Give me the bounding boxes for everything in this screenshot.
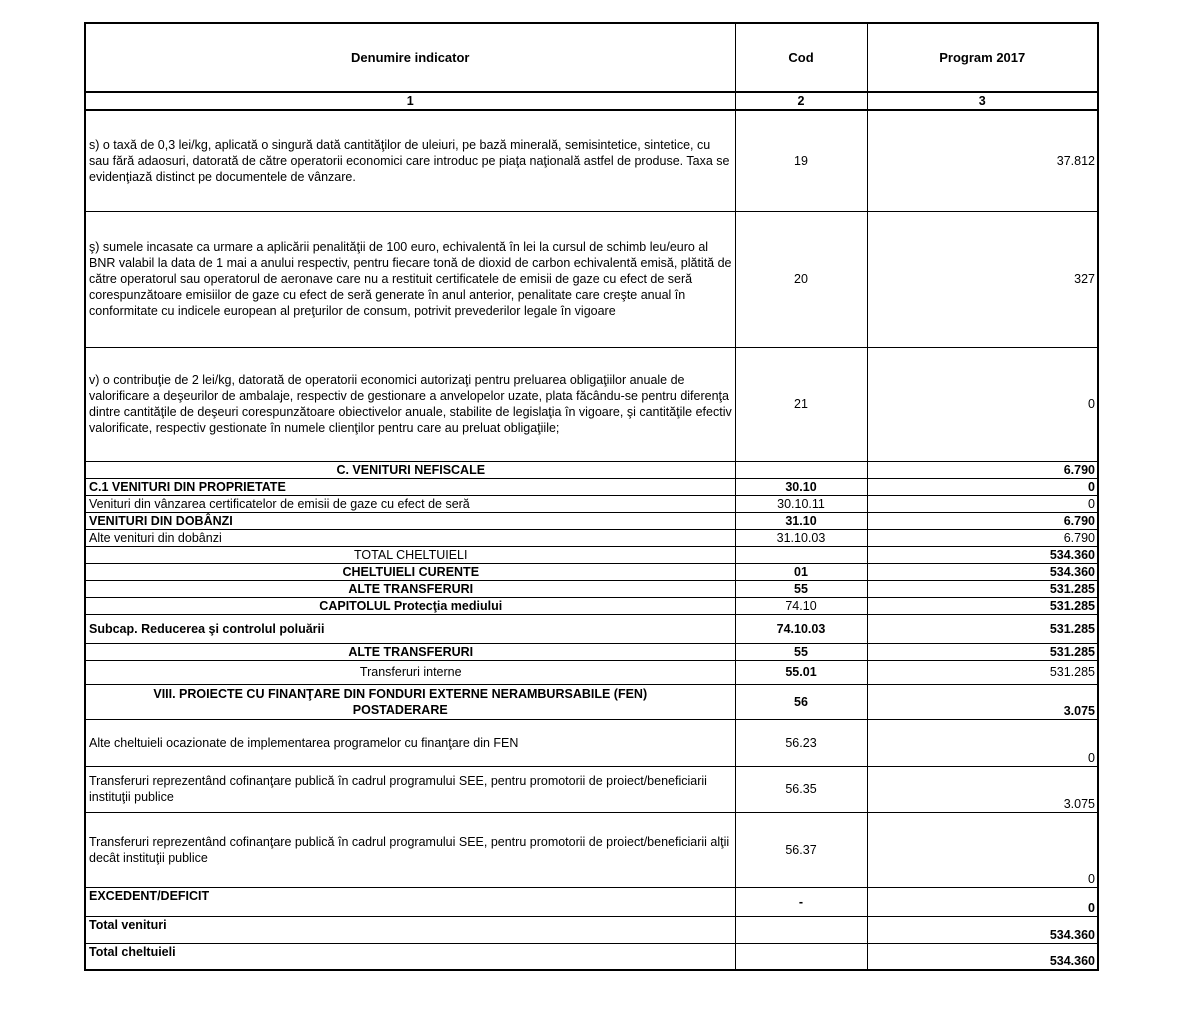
row-denumire: Subcap. Reducerea şi controlul poluării — [85, 614, 735, 643]
table-row — [85, 580, 1098, 597]
row-denumire: VENITURI DIN DOBÂNZI — [85, 512, 735, 529]
row-cod: 31.10.03 — [735, 529, 867, 546]
row-cod — [735, 943, 867, 970]
row-valoare: 3.075 — [867, 684, 1098, 719]
row-cod — [735, 916, 867, 943]
row-denumire: Alte cheltuieli ocazionate de implementarea programelor cu finanţare din FEN — [85, 719, 735, 766]
row-valoare: 531.285 — [867, 580, 1098, 597]
row-denumire: ş) sumele incasate ca urmare a aplicării penalităţii de 100 euro, echivalentă în lei la cursul de schimb leu/euro al BNR valabil la data de 1 mai a anului respectiv, pentru fiecare tonă de dioxid de carbon echivalentă emisă, plătită de către operatorul sau operatorul de aeronave care nu a restituit certificatele de emisii de gaze cu efect de seră corespunzătoare emisiilor de gaze cu efect de seră generate în anul anterior, penalitate care creşte anual în conformitate cu indicele european al preţurilor de consum, potrivit prevederilor legale în vigoare — [85, 211, 735, 347]
table-row — [85, 461, 1098, 478]
row-cod — [735, 461, 867, 478]
row-cod: 56.37 — [735, 812, 867, 887]
table-row — [85, 529, 1098, 546]
table-row — [85, 766, 1098, 812]
row-valoare: 37.812 — [867, 110, 1098, 211]
row-valoare: 531.285 — [867, 660, 1098, 684]
row-denumire: Venituri din vânzarea certificatelor de emisii de gaze cu efect de seră — [85, 495, 735, 512]
row-valoare: 0 — [867, 495, 1098, 512]
row-denumire: ALTE TRANSFERURI — [85, 643, 735, 660]
row-cod: 21 — [735, 347, 867, 461]
row-denumire: Transferuri reprezentând cofinanţare publică în cadrul programului SEE, pentru promotorii de proiect/beneficiarii instituţii publice — [85, 766, 735, 812]
row-valoare: 534.360 — [867, 546, 1098, 563]
row-denumire: C.1 VENITURI DIN PROPRIETATE — [85, 478, 735, 495]
row-denumire: CHELTUIELI CURENTE — [85, 563, 735, 580]
row-valoare: 534.360 — [867, 943, 1098, 970]
row-cod: 56.35 — [735, 766, 867, 812]
row-denumire: ALTE TRANSFERURI — [85, 580, 735, 597]
row-cod: 56.23 — [735, 719, 867, 766]
row-valoare: 3.075 — [867, 766, 1098, 812]
row-denumire: TOTAL CHELTUIELI — [85, 546, 735, 563]
row-denumire: Alte venituri din dobânzi — [85, 529, 735, 546]
row-valoare: 531.285 — [867, 614, 1098, 643]
row-valoare: 0 — [867, 719, 1098, 766]
table-row — [85, 546, 1098, 563]
column-number: 1 — [85, 92, 735, 110]
row-cod: 55 — [735, 643, 867, 660]
table-row — [85, 495, 1098, 512]
row-cod: 01 — [735, 563, 867, 580]
table-row — [85, 347, 1098, 461]
row-denumire: CAPITOLUL Protecţia mediului — [85, 597, 735, 614]
table-row — [85, 563, 1098, 580]
row-denumire: s) o taxă de 0,3 lei/kg, aplicată o singură dată cantităţilor de uleiuri, pe bază minerală, semisintetice, sintetice, cu sau fără adaosuri, datorată de către operatorii economici care introduc pe piaţa naţională astfel de produse. Taxa se evidenţiază distinct pe documentele de vânzare. — [85, 110, 735, 211]
row-cod: 56 — [735, 684, 867, 719]
table-row — [85, 614, 1098, 643]
row-denumire: Transferuri interne — [85, 660, 735, 684]
row-cod: 30.10.11 — [735, 495, 867, 512]
row-denumire: Total venituri — [85, 916, 735, 943]
row-denumire: Transferuri reprezentând cofinanţare publică în cadrul programului SEE, pentru promotorii de proiect/beneficiarii alţii decât instituţii publice — [85, 812, 735, 887]
row-cod: 55.01 — [735, 660, 867, 684]
table-row — [85, 512, 1098, 529]
row-valoare: 6.790 — [867, 461, 1098, 478]
table-row — [85, 110, 1098, 211]
table-row — [85, 887, 1098, 916]
row-valoare: 0 — [867, 478, 1098, 495]
row-valoare: 0 — [867, 347, 1098, 461]
row-valoare: 531.285 — [867, 597, 1098, 614]
header-program: Program 2017 — [867, 23, 1098, 92]
row-cod: 74.10.03 — [735, 614, 867, 643]
row-cod: 20 — [735, 211, 867, 347]
row-cod: 55 — [735, 580, 867, 597]
row-denumire: EXCEDENT/DEFICIT — [85, 887, 735, 916]
table-row — [85, 812, 1098, 887]
row-valoare: 0 — [867, 887, 1098, 916]
row-cod: - — [735, 887, 867, 916]
budget-table — [84, 22, 1099, 971]
row-valoare: 0 — [867, 812, 1098, 887]
row-denumire: v) o contribuţie de 2 lei/kg, datorată de operatorii economici autorizaţi pentru preluarea obligaţiilor anuale de valorificare a deşeurilor de ambalaje, respectiv de gestionare a anvelopelor uzate, plata făcându-se pentru diferenţa dintre cantităţile de deşeuri corespunzătoare obiectivelor anuale, stabilite de legislaţia în vigoare, şi cantităţile efectiv valorificate, respectiv gestionate în numele clienţilor pentru care au preluat obligaţiile; — [85, 347, 735, 461]
table-row — [85, 211, 1098, 347]
row-cod: 30.10 — [735, 478, 867, 495]
table-row — [85, 643, 1098, 660]
column-number: 3 — [867, 92, 1098, 110]
row-valoare: 327 — [867, 211, 1098, 347]
row-valoare: 6.790 — [867, 529, 1098, 546]
table-row — [85, 719, 1098, 766]
row-valoare: 534.360 — [867, 916, 1098, 943]
header-row — [85, 23, 1098, 92]
row-valoare: 6.790 — [867, 512, 1098, 529]
row-denumire: Total cheltuieli — [85, 943, 735, 970]
row-denumire: VIII. PROIECTE CU FINANŢARE DIN FONDURI EXTERNE NERAMBURSABILE (FEN) POSTADERARE — [85, 684, 735, 719]
column-number: 2 — [735, 92, 867, 110]
column-number-row — [85, 92, 1098, 110]
table-row — [85, 684, 1098, 719]
row-cod: 31.10 — [735, 512, 867, 529]
row-cod — [735, 546, 867, 563]
row-cod: 74.10 — [735, 597, 867, 614]
row-valoare: 534.360 — [867, 563, 1098, 580]
table-row — [85, 943, 1098, 970]
table-row — [85, 916, 1098, 943]
table-row — [85, 597, 1098, 614]
table-row — [85, 478, 1098, 495]
header-cod: Cod — [735, 23, 867, 92]
row-cod: 19 — [735, 110, 867, 211]
row-denumire: C. VENITURI NEFISCALE — [85, 461, 735, 478]
row-valoare: 531.285 — [867, 643, 1098, 660]
header-denumire: Denumire indicator — [85, 23, 735, 92]
table-row — [85, 660, 1098, 684]
